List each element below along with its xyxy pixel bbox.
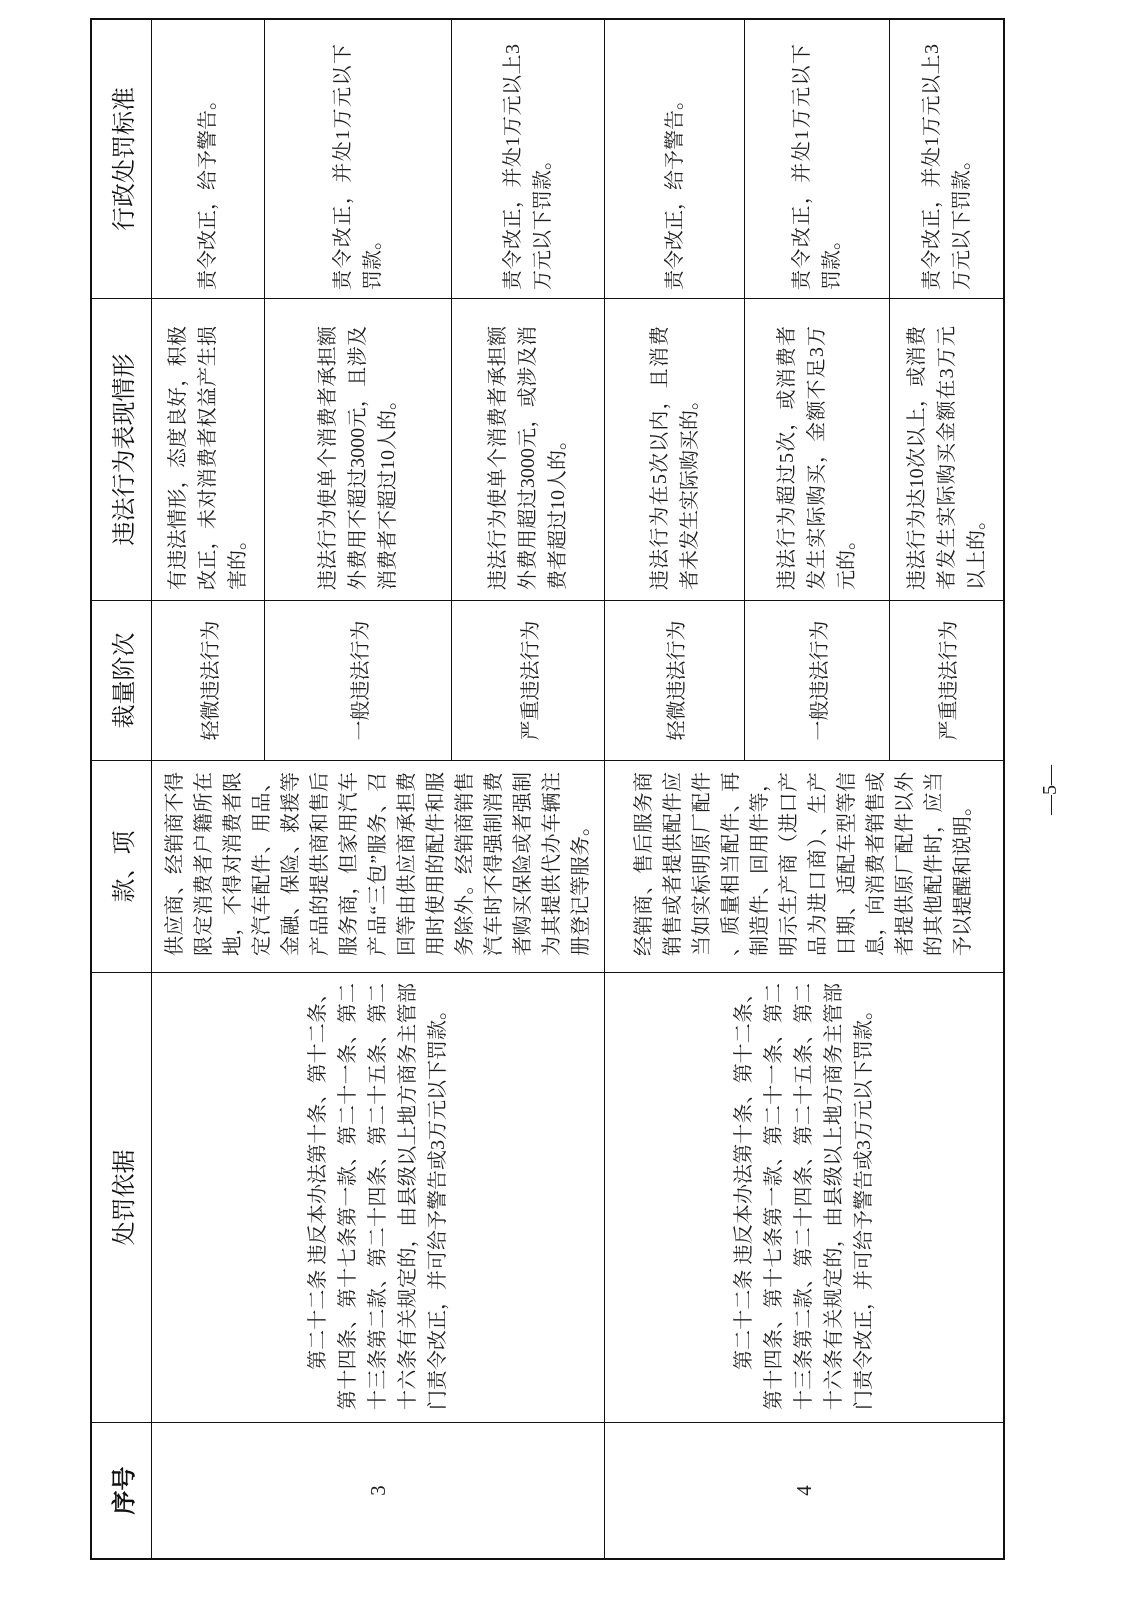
row-3-clause-text: 供应商、经销商不得限定消费者户籍所在地，不得对消费者限定汽车配件、用品、金融、保险、救援等产品的提供商和售后服务商，但家用汽车产品“三包”服务、召回等由供应商承担费用时使用的配件和服务除外。经销商销售汽车时不得强制消费者购买保险或者强制为其提供代办车辆注册登记等服务。 [163, 772, 592, 956]
row-3-clause-cell [152, 761, 604, 972]
row-4-situation-serious: 违法行为达10次以上，或消费者发生实际购买金额在3万元以上的。 [905, 326, 988, 590]
row-3-basis-cell [152, 973, 604, 1422]
row-4-situation-general-cell [745, 299, 889, 600]
header-standard: 行政处罚标准 [92, 20, 151, 298]
row-4-standard-minor-cell [605, 20, 744, 298]
row-3-standard-general-cell [265, 20, 451, 298]
row-3-standard-minor-cell [152, 20, 264, 298]
row-4-situation-minor: 违法行为在5次以内，且消费者未发生实际购买的。 [648, 326, 701, 590]
row-3-standard-general: 责令改正，并处1万元以下罚款。 [332, 44, 384, 290]
header-index: 序号 [92, 1423, 151, 1558]
row-3-level-serious: 严重违法行为 [452, 601, 604, 760]
header-clause: 款、项 [92, 761, 151, 972]
row-3-situation-general: 违法行为使单个消费者承担额外费用不超过3000元，且涉及消费者不超过10人的。 [317, 326, 399, 590]
penalty-standard-table [90, 18, 1005, 1560]
row-3-situation-serious-cell [452, 299, 604, 600]
header-level: 裁量阶次 [92, 601, 151, 760]
row-4-standard-general: 责令改正，并处1万元以下罚款。 [791, 44, 843, 290]
row-3-situation-minor: 有违法情形，态度良好，积极改正，未对消费者权益产生损害的。 [167, 326, 249, 590]
row-4-situation-minor-cell [605, 299, 744, 600]
row-4-basis-cell [605, 973, 1003, 1422]
row-3-situation-general-cell [265, 299, 451, 600]
row-3-standard-serious: 责令改正，并处1万元以上3万元以下罚款。 [502, 44, 554, 290]
row-4-index: 4 [605, 1423, 1003, 1558]
row-3-standard-minor: 责令改正，给予警告。 [197, 90, 219, 290]
row-4-level-general: 一般违法行为 [745, 601, 889, 760]
row-4-basis-text: 第二十二条 违反本办法第十条、第十二条、第十四条、第十七条第一款、第二十一条、第二十三条第二款、第二十四条、第二十五条、第二十六条有关规定的，由县级以上地方商务主管部门责令改正，并可给予警告或3万元以下罚款。 [733, 983, 875, 1410]
row-4-clause-cell [605, 761, 1003, 972]
row-3-situation-serious: 违法行为使单个消费者承担额外费用超过3000元，或涉及消费者超过10人的。 [487, 326, 569, 590]
row-3-index: 3 [152, 1423, 604, 1558]
row-4-clause-text: 经销商、售后服务商销售或者提供配件应当如实标明原厂配件、质量相当配件、再制造件、回用件等，明示生产商（进口产品为进口商）、生产日期、适配车型等信息，向消费者销售或者提供原厂配件以外的其他配件时，应当予以提醒和说明。 [633, 772, 974, 956]
header-basis: 处罚依据 [92, 973, 151, 1422]
row-4-standard-minor: 责令改正，给予警告。 [663, 90, 686, 290]
row-3-basis-text: 第二十二条 违反本办法第十条、第十二条、第十四条、第十七条第一款、第二十一条、第二十三条第二款、第二十四条、第二十五条、第二十六条有关规定的，由县级以上地方商务主管部门责令改正，并可给予警告或3万元以下罚款。 [307, 983, 449, 1410]
row-4-level-serious: 严重违法行为 [890, 601, 1003, 760]
header-situation: 违法行为表现情形 [92, 299, 151, 600]
row-3-level-minor: 轻微违法行为 [152, 601, 264, 760]
row-3-level-general: 一般违法行为 [265, 601, 451, 760]
row-4-standard-general-cell [745, 20, 889, 298]
row-3-situation-minor-cell [152, 299, 264, 600]
row-4-situation-serious-cell [890, 299, 1003, 600]
row-4-standard-serious: 责令改正，并处1万元以上3万元以下罚款。 [920, 44, 973, 290]
row-4-standard-serious-cell [890, 20, 1003, 298]
row-4-level-minor: 轻微违法行为 [605, 601, 744, 760]
row-4-situation-general: 违法行为超过5次，或消费者发生实际购买，金额不足3万元的。 [776, 326, 858, 590]
row-3-standard-serious-cell [452, 20, 604, 298]
page-number: —5— [1039, 765, 1061, 815]
